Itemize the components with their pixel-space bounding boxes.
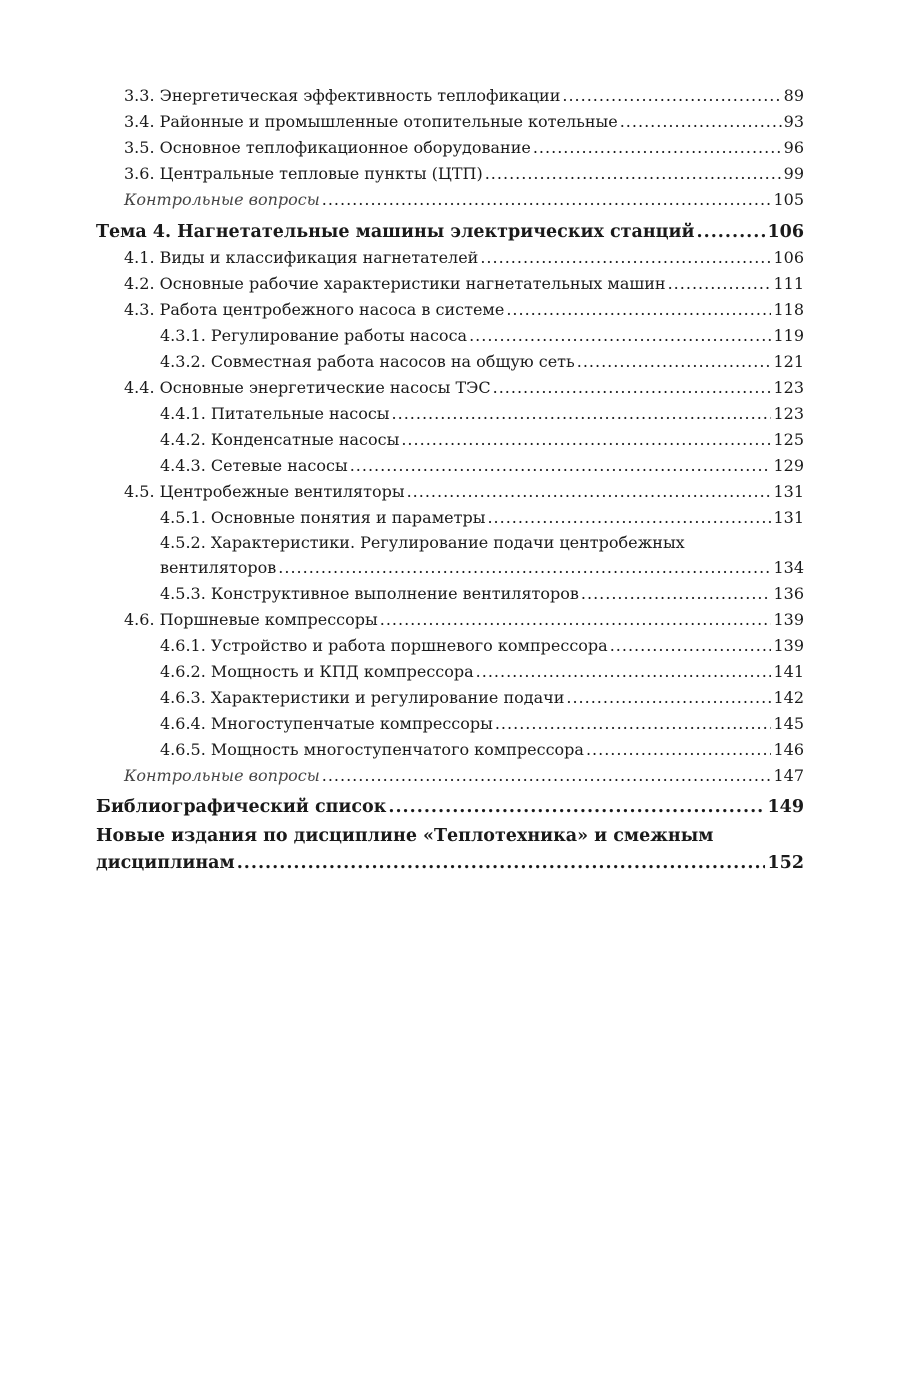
dot-leader bbox=[610, 633, 772, 659]
toc-entry-4-3[interactable] bbox=[96, 297, 804, 323]
toc-entry-4-5-2[interactable] bbox=[96, 531, 804, 581]
toc-entry-title: 4.5.3. Конструктивное выполнение вентиляторов bbox=[160, 584, 579, 603]
toc-entry-questions-3[interactable] bbox=[96, 187, 804, 213]
toc-entry-page: 147 bbox=[773, 766, 804, 785]
dot-leader bbox=[620, 109, 782, 135]
toc-entry-3-6[interactable] bbox=[96, 161, 804, 187]
dot-leader bbox=[493, 375, 772, 401]
toc-entry-4-4[interactable] bbox=[96, 375, 804, 401]
dot-leader bbox=[697, 219, 766, 245]
dot-leader bbox=[388, 794, 765, 820]
dot-leader bbox=[392, 401, 772, 427]
toc-entry-4-3-2[interactable] bbox=[96, 349, 804, 375]
toc-entry-page: 105 bbox=[773, 190, 804, 209]
toc-entry-title: 3.6. Центральные тепловые пункты (ЦТП) bbox=[124, 164, 483, 183]
toc-entry-page: 136 bbox=[773, 584, 804, 603]
toc-entry-4-6-5[interactable] bbox=[96, 737, 804, 763]
toc-entry-page: 139 bbox=[773, 610, 804, 629]
toc-entry-page: 96 bbox=[783, 138, 804, 157]
dot-leader bbox=[668, 271, 772, 297]
toc-entry-title: 4.5. Центробежные вентиляторы bbox=[124, 482, 405, 501]
toc-entry-title: 4.6. Поршневые компрессоры bbox=[124, 610, 378, 629]
toc-entry-questions-4[interactable] bbox=[96, 763, 804, 789]
toc-entry-page: 129 bbox=[773, 456, 804, 475]
toc-entry-4-6-1[interactable] bbox=[96, 633, 804, 659]
toc-entry-4-2[interactable] bbox=[96, 271, 804, 297]
toc-entry-3-3[interactable] bbox=[96, 83, 804, 109]
toc-entry-title: 4.6.1. Устройство и работа поршневого компрессора bbox=[160, 636, 608, 655]
toc-entry-title: 4.2. Основные рабочие характеристики нагнетательных машин bbox=[124, 274, 666, 293]
toc-entry-4-5-1[interactable] bbox=[96, 505, 804, 531]
toc-entry-title: Контрольные вопросы bbox=[124, 766, 320, 785]
toc-entry-4-4-3[interactable] bbox=[96, 453, 804, 479]
toc-entry-title-line1: 4.5.2. Характеристики. Регулирование подачи центробежных bbox=[160, 533, 685, 552]
dot-leader bbox=[480, 245, 771, 271]
toc-entry-title: 4.4. Основные энергетические насосы ТЭС bbox=[124, 378, 491, 397]
toc-entry-3-4[interactable] bbox=[96, 109, 804, 135]
toc-entry-title: 4.4.1. Питательные насосы bbox=[160, 404, 390, 423]
toc-entry-title: Контрольные вопросы bbox=[124, 190, 320, 209]
dot-leader bbox=[322, 763, 772, 789]
toc-topic-page: 106 bbox=[767, 222, 804, 242]
toc-entry-page: 141 bbox=[773, 662, 804, 681]
toc-entry-title: 4.3. Работа центробежного насоса в системе bbox=[124, 300, 505, 319]
toc-entry-page: 145 bbox=[773, 714, 804, 733]
toc-entry-title-line2: вентиляторов bbox=[160, 558, 277, 577]
toc-entry-title: 4.5.1. Основные понятия и параметры bbox=[160, 508, 486, 527]
dot-leader bbox=[562, 83, 781, 109]
toc-entry-4-6-2[interactable] bbox=[96, 659, 804, 685]
toc-entry-page: 131 bbox=[773, 482, 804, 501]
dot-leader bbox=[350, 453, 772, 479]
dot-leader bbox=[278, 555, 771, 581]
table-of-contents bbox=[96, 83, 804, 877]
dot-leader bbox=[586, 737, 772, 763]
toc-entry-title: 4.3.2. Совместная работа насосов на общую сеть bbox=[160, 352, 575, 371]
toc-entry-title: 4.1. Виды и классификация нагнетателей bbox=[124, 248, 479, 267]
toc-topic-page: 152 bbox=[767, 853, 804, 873]
dot-leader bbox=[469, 323, 771, 349]
toc-entry-3-5[interactable] bbox=[96, 135, 804, 161]
toc-entry-page: 146 bbox=[773, 740, 804, 759]
toc-entry-4-1[interactable] bbox=[96, 245, 804, 271]
toc-entry-title: 3.3. Энергетическая эффективность теплофикации bbox=[124, 86, 561, 105]
toc-entry-title: 4.3.1. Регулирование работы насоса bbox=[160, 326, 468, 345]
toc-entry-page: 131 bbox=[773, 508, 804, 527]
toc-entry-page: 99 bbox=[783, 164, 804, 183]
toc-entry-4-5[interactable] bbox=[96, 479, 804, 505]
dot-leader bbox=[495, 711, 772, 737]
dot-leader bbox=[566, 685, 771, 711]
toc-entry-page: 142 bbox=[773, 688, 804, 707]
toc-entry-page: 106 bbox=[773, 248, 804, 267]
dot-leader bbox=[322, 187, 772, 213]
toc-entry-title: 4.6.3. Характеристики и регулирование подачи bbox=[160, 688, 565, 707]
dot-leader bbox=[487, 505, 771, 531]
dot-leader bbox=[237, 850, 766, 877]
toc-entry-page: 134 bbox=[773, 558, 804, 577]
toc-topic-4[interactable] bbox=[96, 219, 804, 245]
toc-topic-title-line2: дисциплинам bbox=[96, 853, 235, 873]
dot-leader bbox=[506, 297, 771, 323]
toc-entry-title: 4.4.3. Сетевые насосы bbox=[160, 456, 348, 475]
dot-leader bbox=[485, 161, 782, 187]
dot-leader bbox=[577, 349, 772, 375]
toc-entry-4-4-2[interactable] bbox=[96, 427, 804, 453]
toc-entry-title: 3.4. Районные и промышленные отопительные котельные bbox=[124, 112, 618, 131]
dot-leader bbox=[401, 427, 771, 453]
dot-leader bbox=[581, 581, 772, 607]
toc-entry-4-3-1[interactable] bbox=[96, 323, 804, 349]
toc-topic-page: 149 bbox=[767, 797, 804, 817]
toc-entry-page: 89 bbox=[783, 86, 804, 105]
toc-entry-4-5-3[interactable] bbox=[96, 581, 804, 607]
dot-leader bbox=[380, 607, 772, 633]
toc-entry-title: 3.5. Основное теплофикационное оборудование bbox=[124, 138, 531, 157]
dot-leader bbox=[533, 135, 782, 161]
toc-entry-page: 123 bbox=[773, 378, 804, 397]
toc-entry-4-6-4[interactable] bbox=[96, 711, 804, 737]
dot-leader bbox=[476, 659, 772, 685]
toc-entry-page: 121 bbox=[773, 352, 804, 371]
dot-leader bbox=[407, 479, 772, 505]
toc-entry-page: 93 bbox=[783, 112, 804, 131]
toc-entry-page: 118 bbox=[773, 300, 804, 319]
toc-entry-page: 125 bbox=[773, 430, 804, 449]
toc-bibliography[interactable] bbox=[96, 794, 804, 820]
toc-topic-title-line1: Новые издания по дисциплине «Теплотехника» и смежным bbox=[96, 826, 714, 846]
toc-entry-title: 4.6.4. Многоступенчатые компрессоры bbox=[160, 714, 493, 733]
toc-entry-4-6[interactable] bbox=[96, 607, 804, 633]
toc-entry-4-4-1[interactable] bbox=[96, 401, 804, 427]
toc-entry-title: 4.4.2. Конденсатные насосы bbox=[160, 430, 400, 449]
toc-new-editions[interactable] bbox=[96, 823, 804, 877]
toc-entry-title: 4.6.5. Мощность многоступенчатого компрессора bbox=[160, 740, 584, 759]
toc-entry-page: 111 bbox=[773, 274, 804, 293]
toc-topic-title: Тема 4. Нагнетательные машины электрических станций bbox=[96, 222, 695, 242]
toc-entry-page: 123 bbox=[773, 404, 804, 423]
toc-topic-title: Библиографический список bbox=[96, 797, 387, 817]
toc-entry-page: 139 bbox=[773, 636, 804, 655]
toc-entry-title: 4.6.2. Мощность и КПД компрессора bbox=[160, 662, 474, 681]
toc-entry-4-6-3[interactable] bbox=[96, 685, 804, 711]
toc-entry-page: 119 bbox=[773, 326, 804, 345]
